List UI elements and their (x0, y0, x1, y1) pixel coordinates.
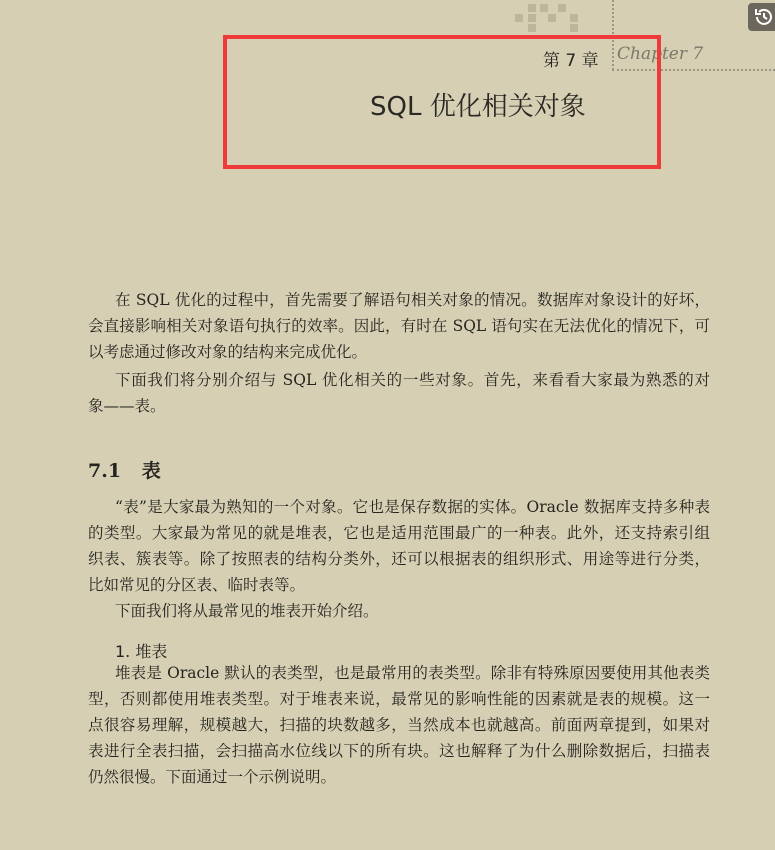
text-line: 点很容易理解，规模越大，扫描的块数越多，当然成本也就越高。前面两章提到，如果对 (88, 716, 710, 734)
text-line: 以考虑通过修改对象的结构来完成优化。 (88, 343, 368, 361)
text-line: 下面我们将从最常见的堆表开始介绍。 (115, 602, 379, 620)
history-icon (753, 6, 775, 28)
chapter-title: SQL 优化相关对象 (370, 92, 586, 122)
chapter-script: Chapter 7 (617, 44, 704, 64)
history-button[interactable] (748, 3, 775, 31)
section-heading (88, 456, 161, 483)
chapter-number: 第 7 章 (543, 51, 599, 71)
text-line: 仍然很慢。下面通过一个示例说明。 (88, 768, 337, 786)
text-line: 象——表。 (88, 397, 166, 415)
subsection-heading: 1. 堆表 (115, 642, 168, 661)
text-line: 下面我们将分别介绍与 SQL 优化相关的一些对象。首先，来看看大家最为熟悉的对 (115, 371, 710, 389)
highlight-box (223, 35, 661, 169)
text-line: 会直接影响相关对象语句执行的效率。因此，有时在 SQL 语句实在无法优化的情况下，可 (88, 317, 710, 335)
section-title: 表 (141, 460, 161, 482)
text-line: 比如常见的分区表、临时表等。 (88, 576, 306, 594)
text-line: 堆表是 Oracle 默认的表类型，也是最常用的表类型。除非有特殊原因要使用其他表类 (115, 664, 710, 682)
text-line: “表”是大家最为熟知的一个对象。它也是保存数据的实体。Oracle 数据库支持多种表 (115, 498, 710, 516)
text-line: 在 SQL 优化的过程中，首先需要了解语句相关对象的情况。数据库对象设计的好坏， (115, 291, 710, 309)
text-line: 的类型。大家最为常见的就是堆表，它也是适用范围最广的一种表。此外，还支持索引组 (88, 524, 710, 542)
text-line: 型，否则都使用堆表类型。对于堆表来说，最常见的影响性能的因素就是表的规模。这一 (88, 690, 710, 708)
section-number: 7.1 (88, 460, 122, 482)
text-line: 织表、簇表等。除了按照表的结构分类外，还可以根据表的组织形式、用途等进行分类， (88, 550, 710, 568)
text-line: 表进行全表扫描，会扫描高水位线以下的所有块。这也解释了为什么删除数据后，扫描表 (88, 742, 710, 760)
